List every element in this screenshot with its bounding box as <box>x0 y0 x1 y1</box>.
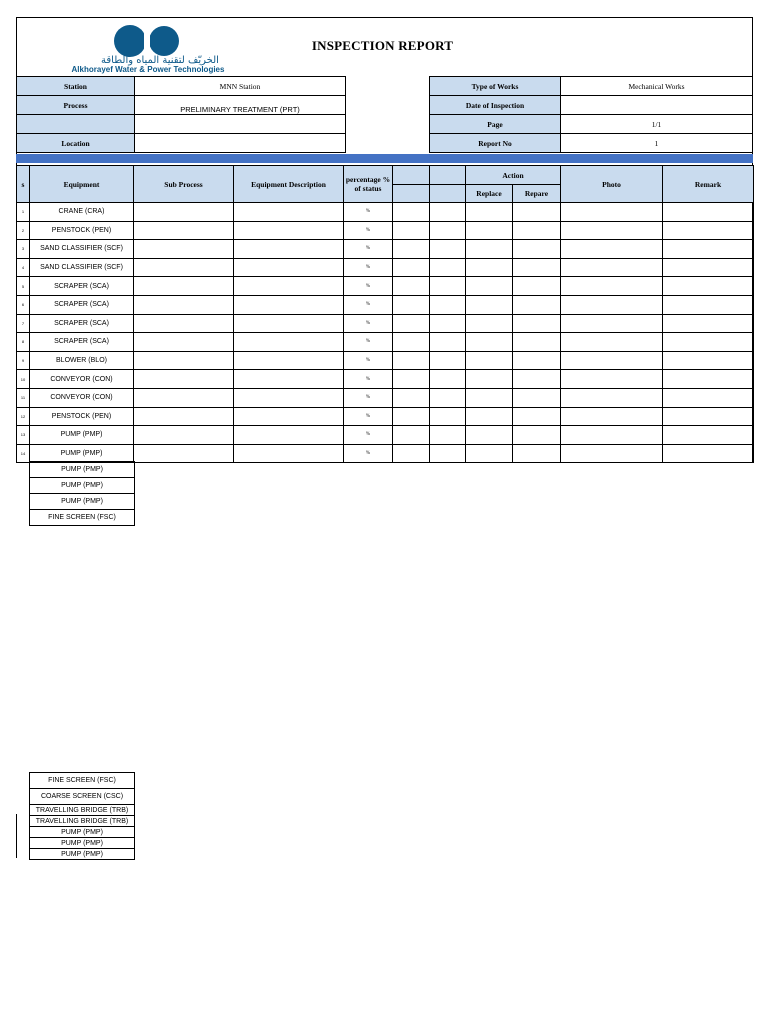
header-photo: Photo <box>561 166 663 203</box>
list-item <box>30 849 135 860</box>
list-item-label: PUMP (PMP) <box>30 478 135 494</box>
row-replace <box>466 351 513 370</box>
list-item-label: TRAVELLING BRIDGE (TRB) <box>30 816 135 827</box>
list-item-label: PUMP (PMP) <box>30 838 135 849</box>
row-equipment: CONVEYOR (CON) <box>30 388 134 407</box>
section-divider <box>16 154 753 163</box>
table-row <box>17 407 754 426</box>
row-remark <box>663 407 754 426</box>
row-equipment-description <box>234 333 344 352</box>
list-item <box>30 838 135 849</box>
row-equipment: PENSTOCK (PEN) <box>30 221 134 240</box>
row-repare <box>513 277 561 296</box>
row-number: 2 <box>17 221 30 240</box>
logo-english-text: Alkhorayef Water & Power Technologies <box>71 65 225 74</box>
row-blank <box>430 444 466 463</box>
row-equipment: SAND CLASSIFIER (SCF) <box>30 258 134 277</box>
row-replace <box>466 370 513 389</box>
list-item-label: COARSE SCREEN (CSC) <box>30 789 135 805</box>
list-item <box>30 462 135 478</box>
table-row <box>17 277 754 296</box>
row-remark <box>663 426 754 445</box>
row-number: 11 <box>17 388 30 407</box>
row-equipment-description <box>234 351 344 370</box>
row-sub-process <box>134 388 234 407</box>
header-blank <box>430 185 466 203</box>
info-label: Page <box>430 115 561 134</box>
row-blank <box>393 370 430 389</box>
table-row <box>17 295 754 314</box>
row-blank <box>430 221 466 240</box>
row-number: 13 <box>17 426 30 445</box>
row-replace <box>466 221 513 240</box>
row-equipment: PUMP (PMP) <box>30 426 134 445</box>
row-repare <box>513 203 561 222</box>
header-replace: Replace <box>466 185 513 203</box>
row-replace <box>466 258 513 277</box>
table-row <box>17 426 754 445</box>
row-percentage: % <box>344 388 393 407</box>
row-repare <box>513 221 561 240</box>
row-blank <box>393 407 430 426</box>
row-replace <box>466 388 513 407</box>
info-label: Report No <box>430 134 561 153</box>
row-blank <box>393 277 430 296</box>
table-row <box>17 388 754 407</box>
company-logo <box>34 25 260 75</box>
row-equipment-description <box>234 314 344 333</box>
header-equipment-description: Equipment Description <box>234 166 344 203</box>
info-value <box>135 134 346 153</box>
list-item <box>30 510 135 526</box>
table-row <box>17 333 754 352</box>
row-remark <box>663 295 754 314</box>
row-repare <box>513 351 561 370</box>
row-number: 10 <box>17 370 30 389</box>
info-label: Station <box>17 77 135 96</box>
row-remark <box>663 351 754 370</box>
row-equipment: PENSTOCK (PEN) <box>30 407 134 426</box>
row-replace <box>466 277 513 296</box>
row-replace <box>466 295 513 314</box>
row-equipment-description <box>234 221 344 240</box>
row-remark <box>663 277 754 296</box>
info-value: 1/1 <box>561 115 753 134</box>
row-remark <box>663 221 754 240</box>
row-repare <box>513 314 561 333</box>
row-blank <box>393 314 430 333</box>
row-replace <box>466 426 513 445</box>
row-repare <box>513 295 561 314</box>
table-row <box>17 240 754 259</box>
row-sub-process <box>134 240 234 259</box>
row-sub-process <box>134 444 234 463</box>
row-percentage: % <box>344 370 393 389</box>
row-percentage: % <box>344 351 393 370</box>
row-equipment-description <box>234 258 344 277</box>
row-percentage: % <box>344 333 393 352</box>
header-blank <box>430 166 466 185</box>
row-blank <box>393 388 430 407</box>
overflow-equipment-list <box>29 461 135 526</box>
list-item-label: TRAVELLING BRIDGE (TRB) <box>30 805 135 816</box>
row-photo <box>561 444 663 463</box>
list-item <box>30 805 135 816</box>
info-value: 1 <box>561 134 753 153</box>
header-equipment: Equipment <box>30 166 134 203</box>
row-remark <box>663 333 754 352</box>
row-sub-process <box>134 221 234 240</box>
row-blank <box>430 333 466 352</box>
row-sub-process <box>134 426 234 445</box>
list-item <box>30 478 135 494</box>
info-value: MNN Station <box>135 77 346 96</box>
row-replace <box>466 203 513 222</box>
row-blank <box>430 370 466 389</box>
row-number: 5 <box>17 277 30 296</box>
page-title: INSPECTION REPORT <box>311 38 454 53</box>
row-remark <box>663 388 754 407</box>
row-blank <box>393 351 430 370</box>
row-number: 4 <box>17 258 30 277</box>
header-blank <box>393 185 430 203</box>
row-replace <box>466 333 513 352</box>
row-photo <box>561 295 663 314</box>
row-sub-process <box>134 407 234 426</box>
overflow-equipment-list <box>29 772 135 860</box>
row-equipment-description <box>234 444 344 463</box>
row-equipment: SCRAPER (SCA) <box>30 277 134 296</box>
row-number: 8 <box>17 333 30 352</box>
list-item-label: PUMP (PMP) <box>30 827 135 838</box>
row-percentage: % <box>344 314 393 333</box>
row-blank <box>430 388 466 407</box>
row-photo <box>561 333 663 352</box>
row-repare <box>513 370 561 389</box>
info-label: Type of Works <box>430 77 561 96</box>
row-replace <box>466 314 513 333</box>
row-blank <box>393 258 430 277</box>
row-equipment-description <box>234 203 344 222</box>
row-percentage: % <box>344 258 393 277</box>
list-item <box>30 773 135 789</box>
row-sub-process <box>134 295 234 314</box>
list-item <box>30 789 135 805</box>
row-number: 9 <box>17 351 30 370</box>
header-percentage: percentage % of status <box>344 166 393 203</box>
list-item-label: PUMP (PMP) <box>30 494 135 510</box>
header-s: s <box>17 166 30 203</box>
row-equipment-description <box>234 295 344 314</box>
table-row <box>17 221 754 240</box>
row-repare <box>513 444 561 463</box>
row-remark <box>663 370 754 389</box>
table-row <box>17 370 754 389</box>
row-remark <box>663 314 754 333</box>
row-percentage: % <box>344 426 393 445</box>
row-blank <box>430 295 466 314</box>
row-equipment: SCRAPER (SCA) <box>30 333 134 352</box>
row-equipment-description <box>234 388 344 407</box>
row-photo <box>561 240 663 259</box>
info-label <box>17 115 135 134</box>
list-item-label: PUMP (PMP) <box>30 462 135 478</box>
row-equipment: SCRAPER (SCA) <box>30 314 134 333</box>
row-repare <box>513 258 561 277</box>
row-remark <box>663 203 754 222</box>
row-repare <box>513 333 561 352</box>
row-photo <box>561 277 663 296</box>
row-photo <box>561 258 663 277</box>
row-blank <box>393 221 430 240</box>
row-replace <box>466 407 513 426</box>
header-blank <box>393 166 430 185</box>
table-body <box>17 203 754 463</box>
row-blank <box>430 277 466 296</box>
row-blank <box>393 203 430 222</box>
row-remark <box>663 258 754 277</box>
row-percentage: % <box>344 444 393 463</box>
row-equipment: CRANE (CRA) <box>30 203 134 222</box>
row-sub-process <box>134 351 234 370</box>
row-photo <box>561 203 663 222</box>
row-equipment: CONVEYOR (CON) <box>30 370 134 389</box>
info-label: Location <box>17 134 135 153</box>
row-remark <box>663 444 754 463</box>
row-number: 7 <box>17 314 30 333</box>
row-blank <box>430 203 466 222</box>
row-blank <box>430 314 466 333</box>
list-item <box>30 827 135 838</box>
header-remark: Remark <box>663 166 754 203</box>
row-photo <box>561 407 663 426</box>
row-percentage: % <box>344 407 393 426</box>
row-sub-process <box>134 314 234 333</box>
row-number: 1 <box>17 203 30 222</box>
row-photo <box>561 351 663 370</box>
info-label: Date of Inspection <box>430 96 561 115</box>
info-right-table <box>429 76 753 153</box>
row-blank <box>393 444 430 463</box>
row-repare <box>513 426 561 445</box>
row-equipment: PUMP (PMP) <box>30 444 134 463</box>
row-percentage: % <box>344 203 393 222</box>
header-action: Action <box>466 166 561 185</box>
row-percentage: % <box>344 295 393 314</box>
info-value: Mechanical Works <box>561 77 753 96</box>
row-number: 6 <box>17 295 30 314</box>
row-replace <box>466 444 513 463</box>
row-repare <box>513 407 561 426</box>
list-item-label: FINE SCREEN (FSC) <box>30 510 135 526</box>
row-photo <box>561 426 663 445</box>
header-repare: Repare <box>513 185 561 203</box>
row-blank <box>393 426 430 445</box>
row-blank <box>430 258 466 277</box>
row-percentage: % <box>344 221 393 240</box>
row-replace <box>466 240 513 259</box>
row-repare <box>513 240 561 259</box>
row-equipment-description <box>234 240 344 259</box>
row-remark <box>663 240 754 259</box>
row-equipment-description <box>234 277 344 296</box>
row-number: 14 <box>17 444 30 463</box>
row-blank <box>430 351 466 370</box>
row-blank <box>430 426 466 445</box>
row-sub-process <box>134 370 234 389</box>
row-sub-process <box>134 203 234 222</box>
row-photo <box>561 370 663 389</box>
table-row <box>17 351 754 370</box>
list-item-label: PUMP (PMP) <box>30 849 135 860</box>
row-number: 3 <box>17 240 30 259</box>
info-value <box>135 115 346 134</box>
logo-arabic-text: الخريّف لتقنية المياه والطاقة <box>101 55 219 66</box>
row-photo <box>561 388 663 407</box>
row-blank <box>393 333 430 352</box>
row-number: 12 <box>17 407 30 426</box>
inspection-table <box>16 165 754 463</box>
row-repare <box>513 388 561 407</box>
table-row <box>17 314 754 333</box>
row-photo <box>561 221 663 240</box>
row-sub-process <box>134 277 234 296</box>
info-value <box>561 96 753 115</box>
row-equipment: SAND CLASSIFIER (SCF) <box>30 240 134 259</box>
row-equipment: BLOWER (BLO) <box>30 351 134 370</box>
row-blank <box>393 295 430 314</box>
list-item <box>30 494 135 510</box>
row-blank <box>430 240 466 259</box>
list-item-label: FINE SCREEN (FSC) <box>30 773 135 789</box>
table-row <box>17 258 754 277</box>
row-percentage: % <box>344 240 393 259</box>
row-percentage: % <box>344 277 393 296</box>
row-blank <box>393 240 430 259</box>
row-equipment-description <box>234 426 344 445</box>
list-edge-line <box>16 814 17 858</box>
list-item <box>30 816 135 827</box>
row-equipment-description <box>234 370 344 389</box>
header-sub-process: Sub Process <box>134 166 234 203</box>
row-sub-process <box>134 333 234 352</box>
row-photo <box>561 314 663 333</box>
row-blank <box>430 407 466 426</box>
info-left-table <box>16 76 346 153</box>
table-row <box>17 203 754 222</box>
row-equipment: SCRAPER (SCA) <box>30 295 134 314</box>
info-label: Process <box>17 96 135 115</box>
row-sub-process <box>134 258 234 277</box>
info-value: PRELIMINARY TREATMENT (PRT) <box>135 96 346 115</box>
row-equipment-description <box>234 407 344 426</box>
